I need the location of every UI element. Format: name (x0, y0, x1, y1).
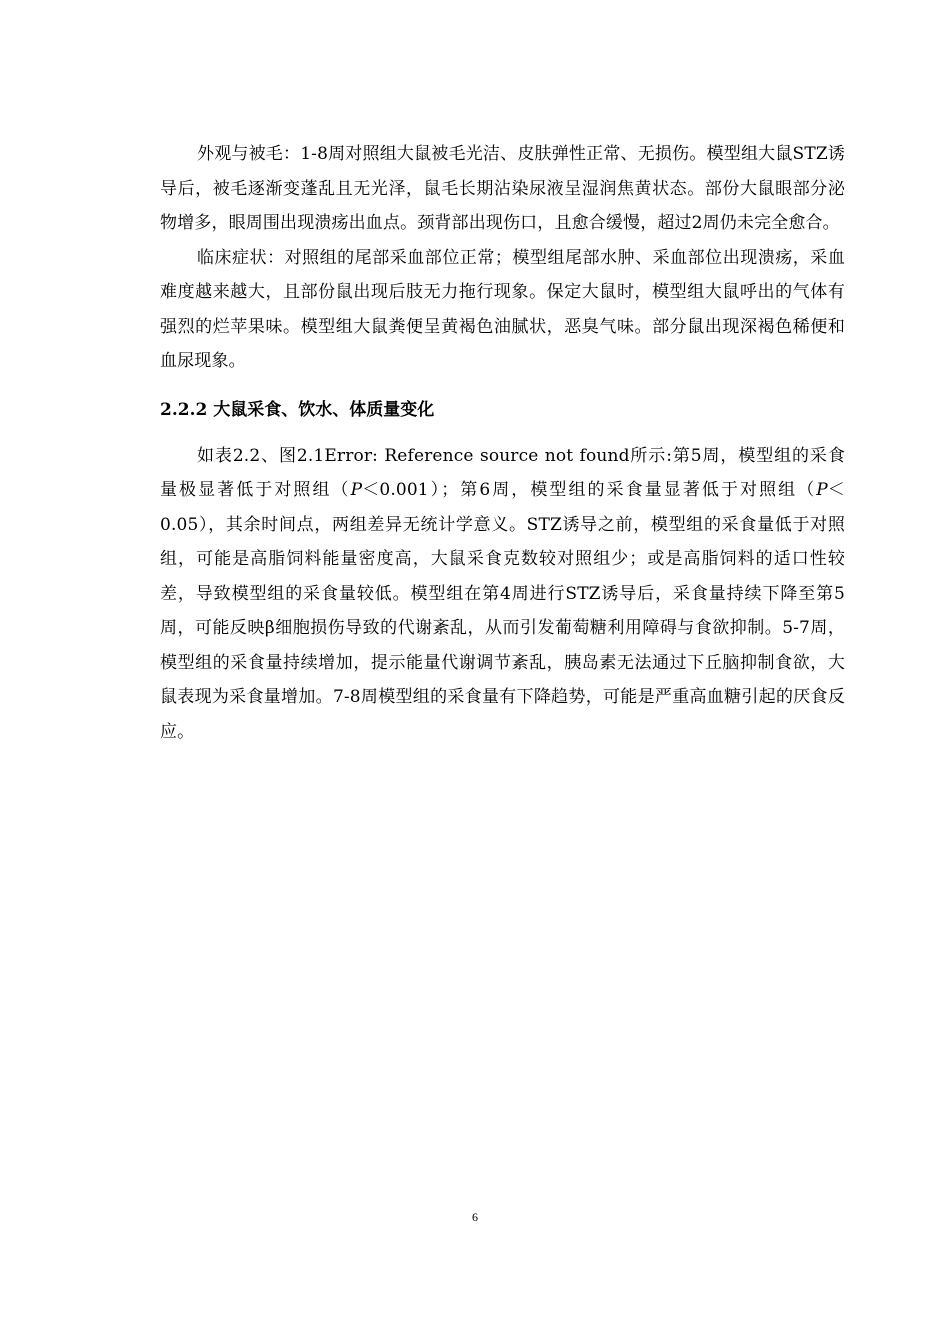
paragraph-appearance: 外观与被毛：1-8周对照组大鼠被毛光洁、皮肤弹性正常、无损伤。模型组大鼠STZ诱导后，被毛逐渐变蓬乱且无光泽，鼠毛长期沾染尿液呈湿润焦黄状态。部份大鼠眼部分泌物增多，眼周围出现溃疡出血点。颈背部出现伤口，且愈合缓慢，超过2周仍未完全愈合。 (160, 144, 845, 233)
paragraph-text-part-1: 如表2.2、图2.1Error: Reference source not found所示:第5周，模型组的采食量极显著低于对照组（ (160, 445, 845, 500)
paragraph-feed-intake (160, 439, 845, 750)
p-value-symbol: P (816, 480, 828, 500)
page-body (160, 137, 845, 749)
section-heading: 2.2.2 大鼠采食、饮水、体质量变化 (160, 399, 435, 420)
paragraph-text-part-3: ＜0.05），其余时间点，两组差异无统计学意义。STZ诱导之前，模型组的采食量低于对照组，可能是高脂饲料能量密度高，大鼠采食克数较对照组少；或是高脂饲料的适口性较差，导致模型组的采食量较低。模型组在第4周进行STZ诱导后，采食量持续下降至第5周，可能反映β细胞损伤导致的代谢紊乱，从而引发葡萄糖利用障碍与食欲抑制。5-7周，模型组的采食量持续增加，提示能量代谢调节紊乱，胰岛素无法通过下丘脑抑制食欲，大鼠表现为采食量增加。7-8周模型组的采食量有下降趋势，可能是严重高血糖引起的厌食反应。 (160, 480, 845, 742)
p-value-symbol: P (350, 480, 363, 500)
paragraph-clinical-symptoms: 临床症状：对照组的尾部采血部位正常；模型组尾部水肿、采血部位出现溃疡，采血难度越来越大，且部份鼠出现后肢无力拖行现象。保定大鼠时，模型组大鼠呼出的气体有强烈的烂苹果味。模型组大鼠粪便呈黄褐色油腻状，恶臭气味。部分鼠出现深褐色稀便和血尿现象。 (160, 247, 845, 371)
page-number: 6 (472, 1210, 478, 1224)
paragraph-text-part-2: ＜0.001）；第6周，模型组的采食量显著低于对照组（ (362, 480, 817, 500)
